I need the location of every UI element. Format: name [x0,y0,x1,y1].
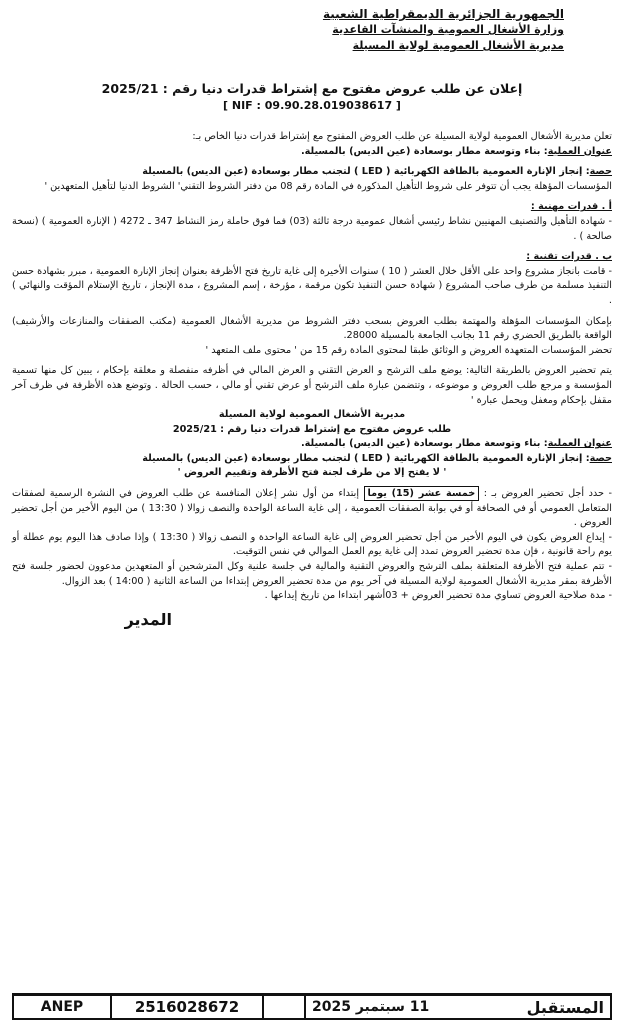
envelope-operation-label: عنوان العملية [547,438,612,450]
ministry-title: وزارة الأشغال العمومية والمنشآت القاعدية [332,23,564,36]
professional-capacity-text: - شهادة التأهيل والتصنيف المهنيين نشاط رئيسي أشغال عمومية درجة ثالثة (03) فما فوق حاملة رمز النشاط 347 ـ 4272 ( الإنارة العمومية ) (نسخة صالحة ) . [12,215,613,242]
envelope-lot-label: حصة [589,452,612,464]
eligibility-text: المؤسسات المؤهلة يجب أن تتوفر على شروط التأهيل المذكورة في المادة رقم 08 من دفتر الشروط التقني' الشروط الدنيا لتأهيل المتعهدين ' [44,180,612,192]
deadline-body: إبتداء من أول نشر إعلان المنافسة عن طلب العروض في النشرة الرسمية لصفقات المتعامل العمومي أو في الصحافة أو في بوابة الصفقات العمومية ، إلى غاية الساعة الواحدة والنصف زوالا ( 13:30 ) من اليوم الأخير من أجل تحضير العروض . [12,488,612,529]
envelope-directorate: مديرية الأشغال العمومية لولاية المسيلة [218,409,406,421]
deadline-prefix: - حدد أجل تحضير العروض بـ : [483,488,612,500]
documents-text: تحضر المؤسسات المتعهدة العروض و الوثائق طبقا لمحتوى المادة رقم 15 من ' محتوى ملف المتعهد ' [205,344,612,356]
technical-capacity-label: ب . قدرات تقنية : [526,251,612,263]
publication-date: 11 سبتمبر 2025 [312,999,430,1015]
envelope-title: طلب عروض مفتوح مع إشتراط قدرات دنيا رقم : 2025/21 [172,423,452,435]
envelope-operation-line [12,437,612,452]
nif-number: [ NIF : 09.90.28.019038617 ] [223,99,401,112]
validity-text: - مدة صلاحية العروض تساوي مدة تحضير العروض + 03أشهر ابتداءا من تاريخ إيداعها . [264,590,612,602]
announcement-title: إعلان عن طلب عروض مفتوح مع إشتراط قدرات دنيا رقم : 2025/21 [101,81,523,96]
operation-text: : بناء وتوسعة مطار بوسعادة (عين الديس) بالمسيلة. [300,145,548,157]
technical-capacity-text: - قامت بانجاز مشروع واحد على الأقل خلال العشر ( 10 ) سنوات الأخيرة إلى غاية تاريخ فتح الأظرفة بعنوان إنجاز الإنارة العمومية ، مبرر بشهادة حسن التنفيذ مسلمة من طرف صاحب المشروع ( شهادة حسن التنفيذ تكون مرقمة ، مؤرخة ، إسم المشروع ، مدة الإنجاز ، تاريخ الإستلام المؤقت والنهائي ) . [12,265,612,306]
reference-number: 2516028672 [112,996,264,1018]
deadline-box: خمسة عشر (15) يوما [364,486,480,501]
newspaper-name: المستقبل [526,997,604,1017]
directorate-title: مديرية الأشغال العمومية لولاية المسيلة [352,39,564,52]
deposit-text: - إيداع العروض يكون في اليوم الأخير من أجل تحضير العروض إلى غاية الساعة الواحدة و النصف زوالا ( 13:30 ) وإذا صادف هذا اليوم يوم عطلة أو يوم راحة قانونية ، فإن مدة تحضير العروض تمدد إلى غاية يوم العمل الموالي في نفس التوقيت. [12,531,612,558]
lot-text: : إنجاز الإنارة العمومية بالطاقة الكهربائية ( LED ) لتجنب مطار بوسعادة (عين الديس) بالمسيلة [142,166,590,178]
intro-text: تعلن مديرية الأشغال العمومية لولاية المسيلة عن طلب العروض المفتوح مع إشتراط قدرات دنيا الخاص بـ: [192,131,612,142]
lot-line [12,165,612,180]
signature: المدير [124,609,172,629]
anep-label: ANEP [14,996,112,1018]
submission-text: يتم تحضير العروض بالطريقة التالية: يوضع ملف الترشح و العرض التقني و العرض المالي في أظرفه منفصلة و مغلقة بإحكام ، يبين كل منها تسمية المؤسسة و مرجع طلب العروض و موضوعه ، وتتضمن عبارة ملف الترشح أو عرض تقني أو مالي ، حسب الحالة . وتوضع هذه الأظرفة في ظرف آخر مقفل بإحكام ومغفل ويحمل عبارة ' [12,365,612,406]
lot-label: حصة [589,166,612,178]
envelope-lot-text: : إنجاز الإنارة العمومية بالطاقة الكهربائية ( LED ) لتجنب مطار بوسعادة (عين الديس) بالمسيلة [142,452,590,464]
operation-line [12,145,612,160]
opening-text: - تتم عملية فتح الأظرفة المتعلقة بملف الترشح والعروض التقنية والمالية في جلسة علنية وكل المترشحين أو المتعهدين مدعوون لحضور جلسة فتح الأظرفة بمقر مديرية الأشغال العمومية لولاية المسيلة في آخر يوم من مدة تحضير العروض إبتداءا من الساعة الثانية ( 14:00 ) بعد الزوال. [12,561,612,587]
envelope-warning: ' لا يفتح إلا من طرف لجنة فتح الأظرفة وتقييم العروض ' [177,467,447,479]
professional-capacity-label: أ . قدرات مهنية : [530,201,612,213]
header-block [12,6,612,54]
envelope-operation-text: : بناء وتوسعة مطار بوسعادة (عين الديس) بالمسيلة. [300,438,548,450]
footer-spacer [264,996,306,1018]
envelope-lot-line [12,452,612,467]
deadline-text [12,487,612,531]
withdraw-specs-text: بإمكان المؤسسات المؤهلة والمهتمة بطلب العروض بسحب دفتر الشروط من مديرية الأشغال العمومية (مكتب الصفقات والمنازعات والأرشيف) الواقعة بالطريق الحضري رقم 11 بجانب الجامعة بالمسيلة 28000. [12,315,612,342]
footer-bar [12,994,612,1020]
operation-label: عنوان العملية [547,145,612,157]
republic-title: الجمهورية الجزائرية الديمقراطية الشعبية [322,7,564,21]
footer-date-cell [306,996,610,1018]
